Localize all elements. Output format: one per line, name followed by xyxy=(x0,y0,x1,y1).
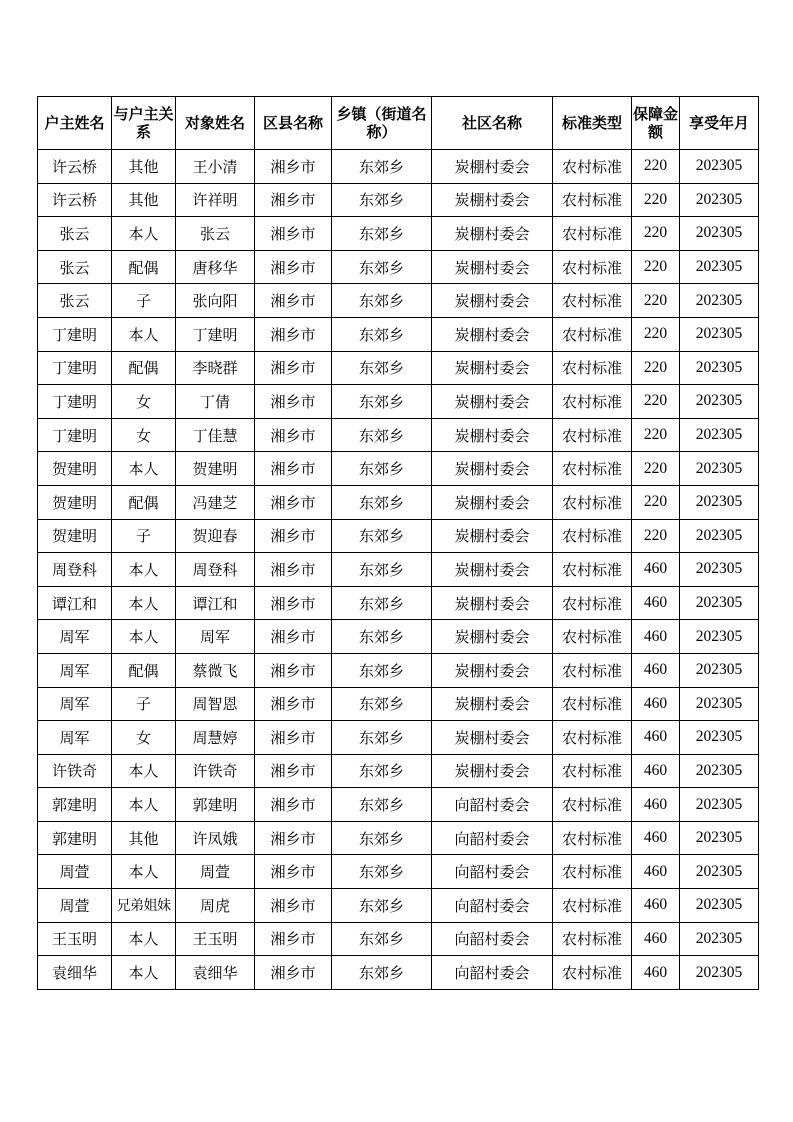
cell-township: 东郊乡 xyxy=(332,351,432,385)
cell-county: 湘乡市 xyxy=(255,217,332,251)
cell-township: 东郊乡 xyxy=(332,586,432,620)
cell-period: 202305 xyxy=(680,351,759,385)
table-row xyxy=(38,922,759,956)
cell-relationship: 本人 xyxy=(112,452,176,486)
cell-amount: 460 xyxy=(632,553,680,587)
cell-period: 202305 xyxy=(680,250,759,284)
cell-period: 202305 xyxy=(680,653,759,687)
cell-period: 202305 xyxy=(680,553,759,587)
cell-community: 向韶村委会 xyxy=(432,788,553,822)
cell-township: 东郊乡 xyxy=(332,620,432,654)
table-row xyxy=(38,385,759,419)
table-row xyxy=(38,519,759,553)
cell-amount: 460 xyxy=(632,653,680,687)
cell-recipient-name: 许祥明 xyxy=(176,183,255,217)
cell-community: 向韶村委会 xyxy=(432,889,553,923)
cell-recipient-name: 许凤娥 xyxy=(176,821,255,855)
header-row xyxy=(38,97,759,150)
cell-period: 202305 xyxy=(680,620,759,654)
cell-householder-name: 许铁奇 xyxy=(38,754,112,788)
header-amount: 保障金额 xyxy=(632,97,680,150)
cell-householder-name: 郭建明 xyxy=(38,788,112,822)
cell-amount: 220 xyxy=(632,183,680,217)
cell-standard-type: 农村标准 xyxy=(553,721,632,755)
header-community: 社区名称 xyxy=(432,97,553,150)
cell-township: 东郊乡 xyxy=(332,553,432,587)
cell-relationship: 配偶 xyxy=(112,351,176,385)
cell-recipient-name: 唐移华 xyxy=(176,250,255,284)
cell-township: 东郊乡 xyxy=(332,217,432,251)
cell-township: 东郊乡 xyxy=(332,519,432,553)
cell-county: 湘乡市 xyxy=(255,284,332,318)
allowance-table xyxy=(37,96,759,990)
header-period: 享受年月 xyxy=(680,97,759,150)
cell-householder-name: 王玉明 xyxy=(38,922,112,956)
cell-amount: 460 xyxy=(632,754,680,788)
cell-county: 湘乡市 xyxy=(255,855,332,889)
cell-community: 向韶村委会 xyxy=(432,855,553,889)
cell-county: 湘乡市 xyxy=(255,553,332,587)
cell-county: 湘乡市 xyxy=(255,317,332,351)
cell-relationship: 本人 xyxy=(112,620,176,654)
cell-community: 炭棚村委会 xyxy=(432,586,553,620)
cell-standard-type: 农村标准 xyxy=(553,250,632,284)
cell-householder-name: 周萱 xyxy=(38,889,112,923)
cell-amount: 460 xyxy=(632,889,680,923)
cell-standard-type: 农村标准 xyxy=(553,754,632,788)
cell-period: 202305 xyxy=(680,855,759,889)
cell-township: 东郊乡 xyxy=(332,317,432,351)
table-row xyxy=(38,586,759,620)
cell-relationship: 本人 xyxy=(112,586,176,620)
cell-relationship: 女 xyxy=(112,385,176,419)
cell-county: 湘乡市 xyxy=(255,754,332,788)
cell-amount: 220 xyxy=(632,217,680,251)
header-recipient-name: 对象姓名 xyxy=(176,97,255,150)
cell-period: 202305 xyxy=(680,485,759,519)
cell-relationship: 子 xyxy=(112,687,176,721)
cell-county: 湘乡市 xyxy=(255,586,332,620)
cell-householder-name: 谭江和 xyxy=(38,586,112,620)
cell-county: 湘乡市 xyxy=(255,687,332,721)
cell-period: 202305 xyxy=(680,150,759,184)
cell-county: 湘乡市 xyxy=(255,956,332,990)
cell-county: 湘乡市 xyxy=(255,485,332,519)
cell-county: 湘乡市 xyxy=(255,788,332,822)
cell-community: 向韶村委会 xyxy=(432,956,553,990)
table-row xyxy=(38,821,759,855)
cell-relationship: 配偶 xyxy=(112,485,176,519)
cell-relationship: 子 xyxy=(112,519,176,553)
cell-householder-name: 郭建明 xyxy=(38,821,112,855)
cell-householder-name: 贺建明 xyxy=(38,485,112,519)
cell-amount: 220 xyxy=(632,452,680,486)
cell-householder-name: 周军 xyxy=(38,620,112,654)
header-householder-name: 户主姓名 xyxy=(38,97,112,150)
cell-amount: 460 xyxy=(632,721,680,755)
cell-period: 202305 xyxy=(680,586,759,620)
cell-community: 炭棚村委会 xyxy=(432,452,553,486)
cell-relationship: 女 xyxy=(112,418,176,452)
cell-standard-type: 农村标准 xyxy=(553,385,632,419)
cell-township: 东郊乡 xyxy=(332,788,432,822)
cell-householder-name: 周军 xyxy=(38,653,112,687)
cell-amount: 460 xyxy=(632,956,680,990)
cell-township: 东郊乡 xyxy=(332,183,432,217)
cell-recipient-name: 周慧婷 xyxy=(176,721,255,755)
cell-relationship: 配偶 xyxy=(112,250,176,284)
cell-standard-type: 农村标准 xyxy=(553,956,632,990)
cell-relationship: 本人 xyxy=(112,553,176,587)
table-row xyxy=(38,150,759,184)
cell-county: 湘乡市 xyxy=(255,385,332,419)
cell-community: 炭棚村委会 xyxy=(432,418,553,452)
cell-community: 炭棚村委会 xyxy=(432,351,553,385)
cell-period: 202305 xyxy=(680,317,759,351)
cell-recipient-name: 郭建明 xyxy=(176,788,255,822)
cell-period: 202305 xyxy=(680,821,759,855)
cell-period: 202305 xyxy=(680,385,759,419)
cell-relationship: 本人 xyxy=(112,754,176,788)
cell-recipient-name: 王小清 xyxy=(176,150,255,184)
header-township: 乡镇（街道名称） xyxy=(332,97,432,150)
cell-township: 东郊乡 xyxy=(332,250,432,284)
cell-householder-name: 袁细华 xyxy=(38,956,112,990)
cell-householder-name: 贺建明 xyxy=(38,452,112,486)
cell-period: 202305 xyxy=(680,687,759,721)
cell-standard-type: 农村标准 xyxy=(553,620,632,654)
cell-recipient-name: 谭江和 xyxy=(176,586,255,620)
cell-period: 202305 xyxy=(680,452,759,486)
cell-community: 炭棚村委会 xyxy=(432,317,553,351)
cell-amount: 460 xyxy=(632,855,680,889)
cell-standard-type: 农村标准 xyxy=(553,519,632,553)
cell-relationship: 其他 xyxy=(112,183,176,217)
cell-recipient-name: 丁建明 xyxy=(176,317,255,351)
cell-recipient-name: 丁倩 xyxy=(176,385,255,419)
table-row xyxy=(38,788,759,822)
cell-amount: 220 xyxy=(632,150,680,184)
cell-householder-name: 许云桥 xyxy=(38,183,112,217)
cell-householder-name: 贺建明 xyxy=(38,519,112,553)
cell-standard-type: 农村标准 xyxy=(553,351,632,385)
cell-amount: 220 xyxy=(632,385,680,419)
cell-amount: 220 xyxy=(632,284,680,318)
table-row xyxy=(38,317,759,351)
table-row xyxy=(38,620,759,654)
table-row xyxy=(38,351,759,385)
header-county: 区县名称 xyxy=(255,97,332,150)
cell-relationship: 兄弟姐妹 xyxy=(112,889,176,923)
cell-community: 炭棚村委会 xyxy=(432,721,553,755)
cell-standard-type: 农村标准 xyxy=(553,586,632,620)
cell-recipient-name: 李晓群 xyxy=(176,351,255,385)
cell-recipient-name: 周登科 xyxy=(176,553,255,587)
cell-recipient-name: 丁佳慧 xyxy=(176,418,255,452)
cell-recipient-name: 周虎 xyxy=(176,889,255,923)
cell-community: 炭棚村委会 xyxy=(432,183,553,217)
cell-amount: 220 xyxy=(632,250,680,284)
table-row xyxy=(38,956,759,990)
table-row xyxy=(38,452,759,486)
cell-period: 202305 xyxy=(680,418,759,452)
cell-community: 向韶村委会 xyxy=(432,821,553,855)
cell-standard-type: 农村标准 xyxy=(553,687,632,721)
cell-community: 炭棚村委会 xyxy=(432,620,553,654)
table-row xyxy=(38,183,759,217)
cell-standard-type: 农村标准 xyxy=(553,922,632,956)
cell-county: 湘乡市 xyxy=(255,183,332,217)
cell-township: 东郊乡 xyxy=(332,150,432,184)
cell-relationship: 本人 xyxy=(112,956,176,990)
cell-period: 202305 xyxy=(680,721,759,755)
table-row xyxy=(38,721,759,755)
cell-householder-name: 周军 xyxy=(38,721,112,755)
cell-recipient-name: 张向阳 xyxy=(176,284,255,318)
cell-township: 东郊乡 xyxy=(332,754,432,788)
cell-relationship: 女 xyxy=(112,721,176,755)
cell-amount: 220 xyxy=(632,418,680,452)
cell-township: 东郊乡 xyxy=(332,418,432,452)
cell-township: 东郊乡 xyxy=(332,721,432,755)
cell-county: 湘乡市 xyxy=(255,922,332,956)
cell-standard-type: 农村标准 xyxy=(553,653,632,687)
cell-community: 向韶村委会 xyxy=(432,922,553,956)
cell-standard-type: 农村标准 xyxy=(553,183,632,217)
header-standard-type: 标准类型 xyxy=(553,97,632,150)
cell-period: 202305 xyxy=(680,217,759,251)
cell-period: 202305 xyxy=(680,183,759,217)
cell-standard-type: 农村标准 xyxy=(553,284,632,318)
cell-relationship: 本人 xyxy=(112,855,176,889)
cell-relationship: 本人 xyxy=(112,788,176,822)
cell-county: 湘乡市 xyxy=(255,351,332,385)
cell-standard-type: 农村标准 xyxy=(553,452,632,486)
cell-recipient-name: 冯建芝 xyxy=(176,485,255,519)
table-body xyxy=(38,150,759,990)
cell-township: 东郊乡 xyxy=(332,653,432,687)
cell-amount: 220 xyxy=(632,485,680,519)
cell-relationship: 其他 xyxy=(112,821,176,855)
cell-township: 东郊乡 xyxy=(332,956,432,990)
cell-township: 东郊乡 xyxy=(332,452,432,486)
table-row xyxy=(38,653,759,687)
table-row xyxy=(38,687,759,721)
cell-township: 东郊乡 xyxy=(332,821,432,855)
cell-period: 202305 xyxy=(680,284,759,318)
cell-period: 202305 xyxy=(680,788,759,822)
cell-community: 炭棚村委会 xyxy=(432,485,553,519)
table-row xyxy=(38,855,759,889)
cell-period: 202305 xyxy=(680,889,759,923)
cell-township: 东郊乡 xyxy=(332,687,432,721)
cell-recipient-name: 王玉明 xyxy=(176,922,255,956)
cell-community: 炭棚村委会 xyxy=(432,150,553,184)
cell-community: 炭棚村委会 xyxy=(432,687,553,721)
table-row xyxy=(38,553,759,587)
cell-community: 炭棚村委会 xyxy=(432,385,553,419)
cell-standard-type: 农村标准 xyxy=(553,150,632,184)
table-row xyxy=(38,217,759,251)
cell-standard-type: 农村标准 xyxy=(553,788,632,822)
cell-amount: 460 xyxy=(632,687,680,721)
cell-period: 202305 xyxy=(680,519,759,553)
cell-county: 湘乡市 xyxy=(255,620,332,654)
table-row xyxy=(38,889,759,923)
cell-amount: 460 xyxy=(632,922,680,956)
cell-standard-type: 农村标准 xyxy=(553,553,632,587)
cell-community: 炭棚村委会 xyxy=(432,284,553,318)
cell-relationship: 子 xyxy=(112,284,176,318)
cell-county: 湘乡市 xyxy=(255,653,332,687)
cell-period: 202305 xyxy=(680,922,759,956)
cell-community: 炭棚村委会 xyxy=(432,653,553,687)
cell-amount: 460 xyxy=(632,586,680,620)
cell-standard-type: 农村标准 xyxy=(553,821,632,855)
cell-recipient-name: 贺建明 xyxy=(176,452,255,486)
cell-amount: 460 xyxy=(632,620,680,654)
cell-amount: 220 xyxy=(632,351,680,385)
cell-householder-name: 周军 xyxy=(38,687,112,721)
table-row xyxy=(38,754,759,788)
table-row xyxy=(38,485,759,519)
cell-county: 湘乡市 xyxy=(255,418,332,452)
cell-period: 202305 xyxy=(680,956,759,990)
cell-community: 炭棚村委会 xyxy=(432,250,553,284)
cell-amount: 460 xyxy=(632,788,680,822)
cell-relationship: 本人 xyxy=(112,317,176,351)
cell-householder-name: 许云桥 xyxy=(38,150,112,184)
cell-recipient-name: 周智恩 xyxy=(176,687,255,721)
cell-county: 湘乡市 xyxy=(255,250,332,284)
cell-community: 炭棚村委会 xyxy=(432,519,553,553)
table-row xyxy=(38,250,759,284)
cell-community: 炭棚村委会 xyxy=(432,217,553,251)
cell-county: 湘乡市 xyxy=(255,889,332,923)
cell-amount: 220 xyxy=(632,519,680,553)
cell-township: 东郊乡 xyxy=(332,385,432,419)
cell-recipient-name: 贺迎春 xyxy=(176,519,255,553)
cell-recipient-name: 周萱 xyxy=(176,855,255,889)
cell-householder-name: 张云 xyxy=(38,284,112,318)
cell-relationship: 配偶 xyxy=(112,653,176,687)
cell-county: 湘乡市 xyxy=(255,721,332,755)
cell-recipient-name: 周军 xyxy=(176,620,255,654)
cell-county: 湘乡市 xyxy=(255,452,332,486)
cell-community: 炭棚村委会 xyxy=(432,754,553,788)
cell-standard-type: 农村标准 xyxy=(553,485,632,519)
cell-relationship: 其他 xyxy=(112,150,176,184)
cell-recipient-name: 许铁奇 xyxy=(176,754,255,788)
cell-householder-name: 周萱 xyxy=(38,855,112,889)
cell-township: 东郊乡 xyxy=(332,855,432,889)
cell-relationship: 本人 xyxy=(112,922,176,956)
cell-householder-name: 周登科 xyxy=(38,553,112,587)
cell-recipient-name: 袁细华 xyxy=(176,956,255,990)
table-row xyxy=(38,418,759,452)
cell-amount: 460 xyxy=(632,821,680,855)
cell-standard-type: 农村标准 xyxy=(553,217,632,251)
cell-householder-name: 丁建明 xyxy=(38,317,112,351)
cell-recipient-name: 蔡微飞 xyxy=(176,653,255,687)
cell-county: 湘乡市 xyxy=(255,821,332,855)
cell-county: 湘乡市 xyxy=(255,519,332,553)
cell-township: 东郊乡 xyxy=(332,485,432,519)
cell-relationship: 本人 xyxy=(112,217,176,251)
cell-standard-type: 农村标准 xyxy=(553,855,632,889)
cell-householder-name: 张云 xyxy=(38,250,112,284)
cell-householder-name: 丁建明 xyxy=(38,351,112,385)
cell-recipient-name: 张云 xyxy=(176,217,255,251)
cell-community: 炭棚村委会 xyxy=(432,553,553,587)
cell-standard-type: 农村标准 xyxy=(553,418,632,452)
cell-standard-type: 农村标准 xyxy=(553,317,632,351)
cell-township: 东郊乡 xyxy=(332,922,432,956)
cell-householder-name: 张云 xyxy=(38,217,112,251)
table-row xyxy=(38,284,759,318)
cell-amount: 220 xyxy=(632,317,680,351)
cell-period: 202305 xyxy=(680,754,759,788)
cell-householder-name: 丁建明 xyxy=(38,385,112,419)
header-relationship: 与户主关系 xyxy=(112,97,176,150)
cell-township: 东郊乡 xyxy=(332,284,432,318)
cell-county: 湘乡市 xyxy=(255,150,332,184)
cell-township: 东郊乡 xyxy=(332,889,432,923)
cell-standard-type: 农村标准 xyxy=(553,889,632,923)
cell-householder-name: 丁建明 xyxy=(38,418,112,452)
